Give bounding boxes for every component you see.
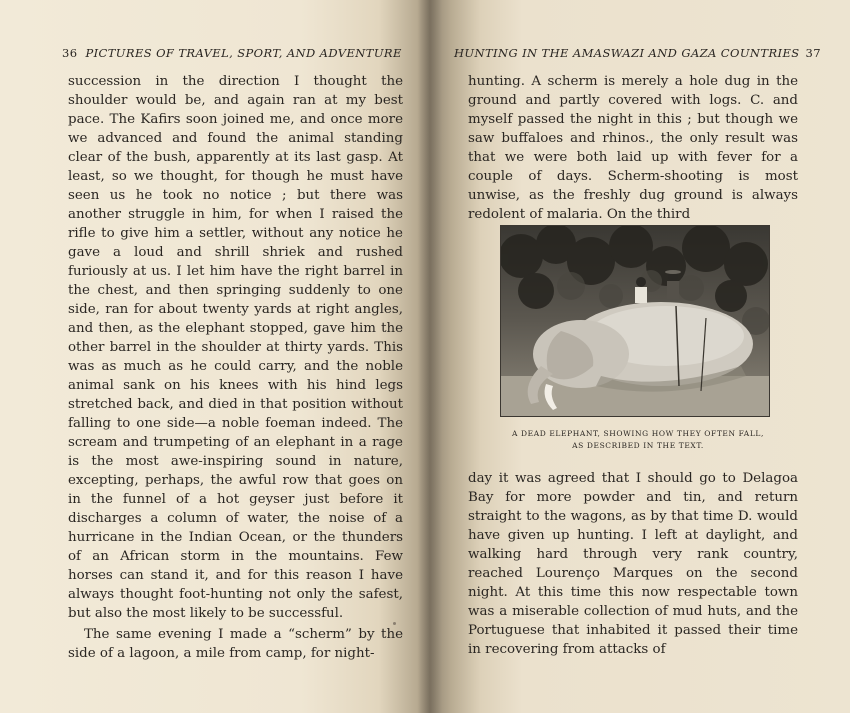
figure-caption-line-1: A DEAD ELEPHANT, SHOWING HOW THEY OFTEN FALL,	[512, 429, 764, 438]
elephant-photograph	[500, 225, 770, 417]
elephant-photo-illustration	[501, 226, 769, 416]
right-running-title: HUNTING IN THE AMASWAZI AND GAZA COUNTRIES	[454, 46, 800, 60]
page-mark	[393, 622, 396, 625]
right-body-text-top	[468, 72, 798, 224]
right-body-text-bottom	[468, 469, 798, 659]
left-paragraph-1: succession in the direction I thought the shoulder would be, and again ran at my best pace. The Kafirs soon joined me, and once more we advanced and found the animal standing clear of the bush, apparently at its last gasp. At least, so we thought, for though he must have seen us he took no notice ; but there was another struggle in him, for when I raised the rifle to give him a settler, without any notice he gave a loud and shrill shriek and rushed furiously at us. I let him have the right barrel in the chest, and then springing suddenly to one side, ran for about twenty yards at right angles, and then, as the elephant stopped, gave him the other barrel in the shoulder at thirty yards. This was as much as he could carry, and the noble animal sank on his knees with his hind legs stretched back, and died in that position without falling to one side—a noble foeman indeed. The scream and trumpeting of an elephant in a rage is the most awe-inspiring sound in nature, excepting, perhaps, the awful row that goes on in the funnel of a hot geyser just before it discharges a column of water, the noise of a hurricane in the Indian Ocean, or the thunders of an African storm in the mountains. Few horses can stand it, and for this reason I have always thought foot-hunting not only the safest, but also the most likely to be successful.	[68, 74, 403, 621]
left-body-text	[68, 72, 403, 663]
figure-caption	[488, 428, 788, 452]
right-page	[430, 0, 850, 713]
right-paragraph-bottom: day it was agreed that I should go to Delagoa Bay for more powder and tin, and return straight to the wagons, as by that time D. would have given up hunting. I left at daylight, and walking hard through very rank country, reached Lourenço Marques on the second night. At this time this now respectable town was a miserable collection of mud huts, and the Portuguese that inhabited it passed their time in recovering from attacks of	[468, 471, 798, 657]
right-running-head	[454, 46, 821, 60]
right-paragraph-top: hunting. A scherm is merely a hole dug in the ground and partly covered with logs. C. and myself passed the night in this ; but though we saw buffaloes and rhinos., the only result was that we were both laid up with fever for a couple of days. Scherm-shooting is most unwise, as the freshly dug ground is always redolent of malaria. On the third	[468, 74, 798, 222]
right-page-number: 37	[805, 46, 821, 60]
left-running-title: PICTURES OF TRAVEL, SPORT, AND ADVENTURE	[85, 46, 402, 60]
figure-caption-line-2: AS DESCRIBED IN THE TEXT.	[572, 441, 704, 450]
left-running-head	[62, 46, 402, 60]
left-paragraph-2: The same evening I made a “scherm” by the side of a lagoon, a mile from camp, for night-	[68, 627, 403, 661]
left-page-number: 36	[62, 46, 78, 60]
